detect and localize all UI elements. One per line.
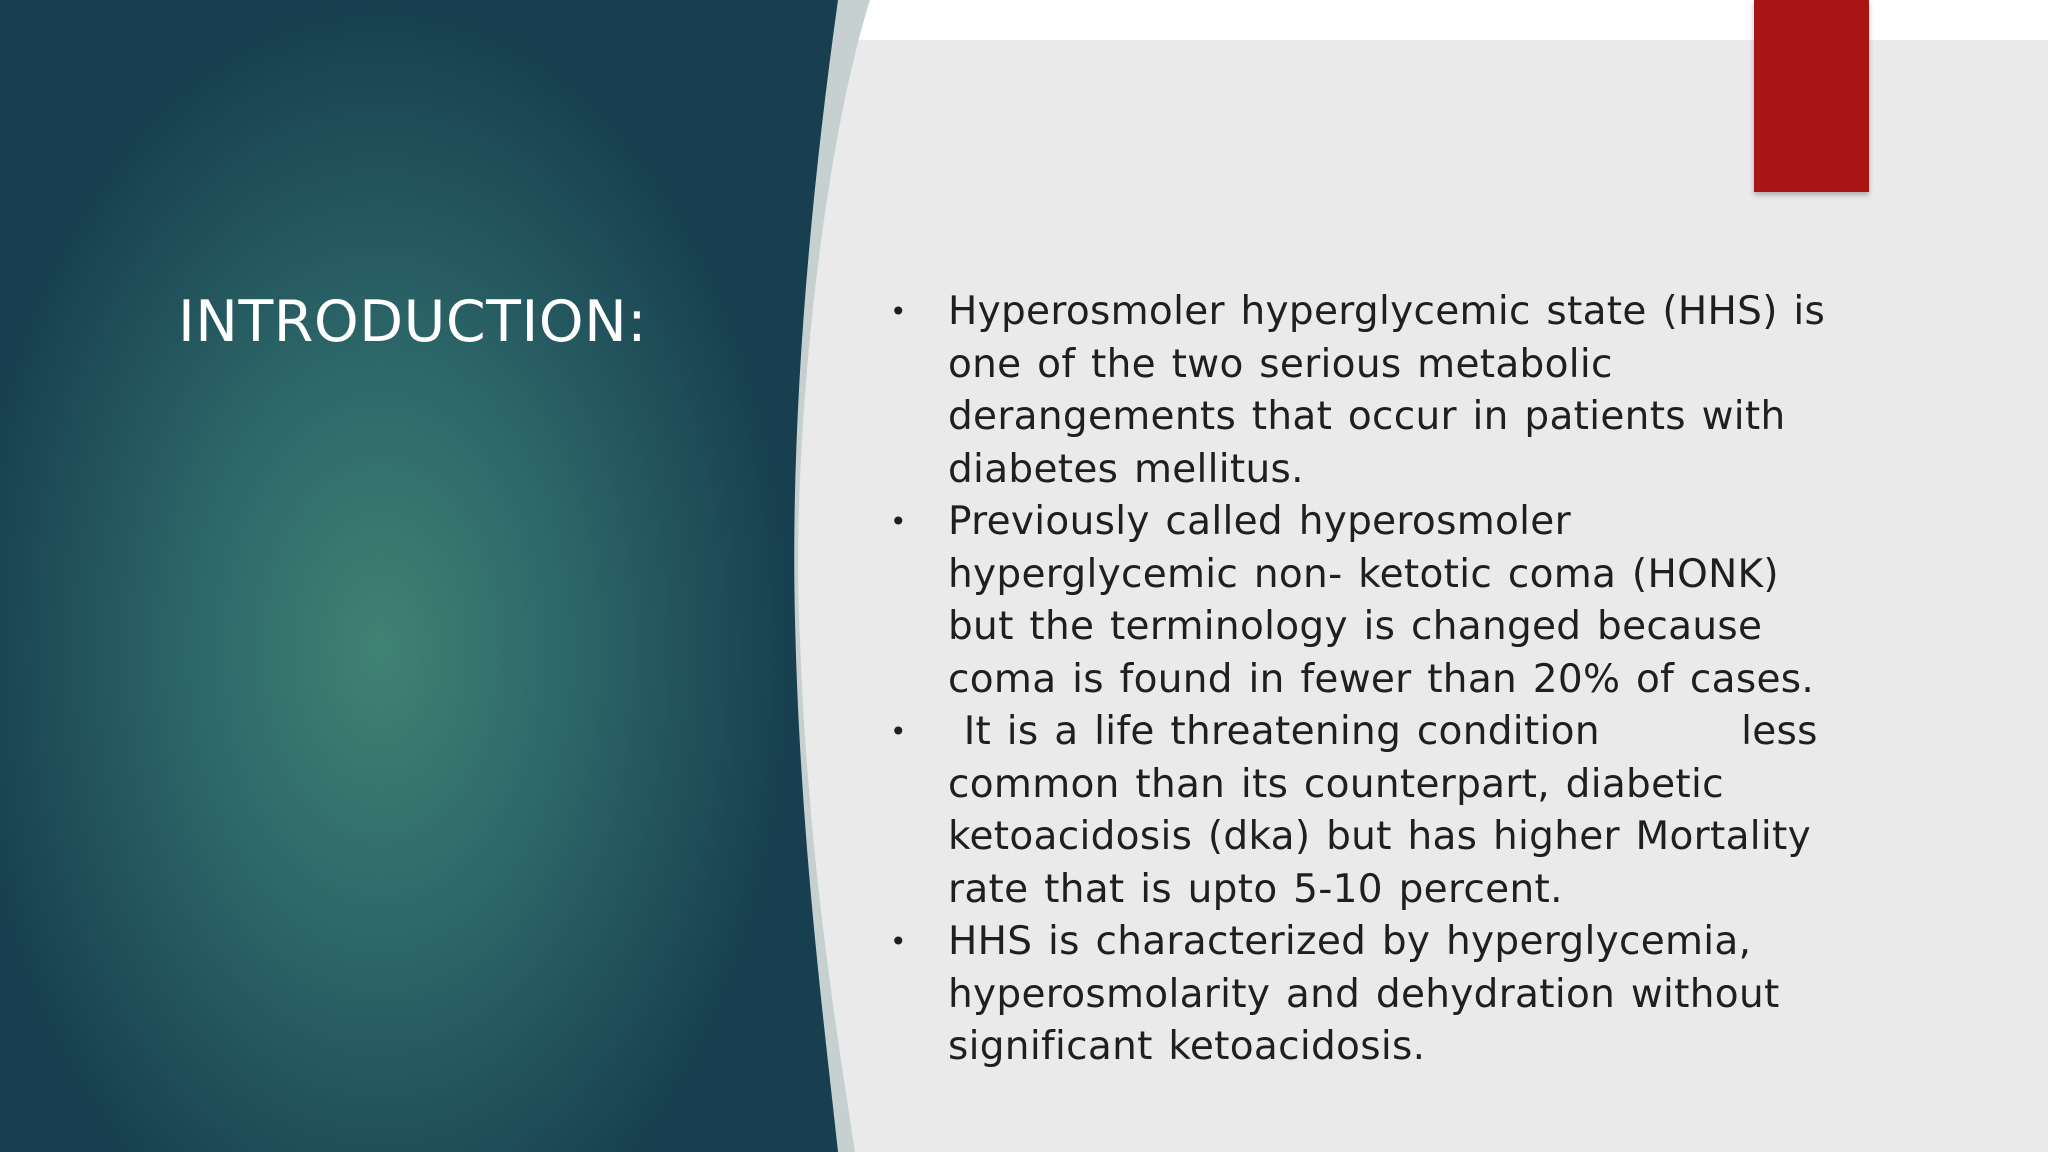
bullet-text-line: one of the two serious metabolic xyxy=(948,341,1613,387)
bullet-text-line: rate that is upto 5-10 percent. xyxy=(948,866,1563,912)
bullet-item xyxy=(888,916,1888,1074)
bullet-item xyxy=(888,286,1888,496)
bullet-text-line: hyperosmolarity and dehydration without xyxy=(948,971,1780,1017)
slide-title: INTRODUCTION: xyxy=(178,289,647,355)
panel-gradient xyxy=(0,0,838,1152)
bullet-text-line: It is a life threatening condition less xyxy=(948,709,1818,754)
bullet-text-line: common than its counterpart, diabetic xyxy=(948,761,1724,807)
bullet-item xyxy=(888,706,1888,916)
bullet-text-line: ketoacidosis (dka) but has higher Mortality xyxy=(948,814,1812,859)
bullet-list xyxy=(888,286,1888,1074)
bullet-item xyxy=(888,496,1888,706)
bullet-marker: • xyxy=(890,505,907,538)
bullet-marker: • xyxy=(890,295,907,328)
bullet-text-line: Hyperosmoler hyperglycemic state (HHS) is xyxy=(948,289,1826,334)
bullet-marker: • xyxy=(890,715,907,748)
bullet-text-line: Previously called hyperosmoler xyxy=(948,499,1571,544)
red-accent-tab xyxy=(1754,0,1869,192)
bullet-text-line: derangements that occur in patients with xyxy=(948,394,1786,439)
bullet-text-line: HHS is characterized by hyperglycemia, xyxy=(948,919,1752,964)
bullet-text-line: but the terminology is changed because xyxy=(948,604,1763,649)
bullet-text-line: hyperglycemic non- ketotic coma (HONK) xyxy=(948,551,1779,597)
bullet-text-line: coma is found in fewer than 20% of cases. xyxy=(948,656,1815,702)
bullet-marker: • xyxy=(890,925,907,958)
bullet-text-line: significant ketoacidosis. xyxy=(948,1024,1426,1069)
bullet-text-line: diabetes mellitus. xyxy=(948,446,1304,492)
